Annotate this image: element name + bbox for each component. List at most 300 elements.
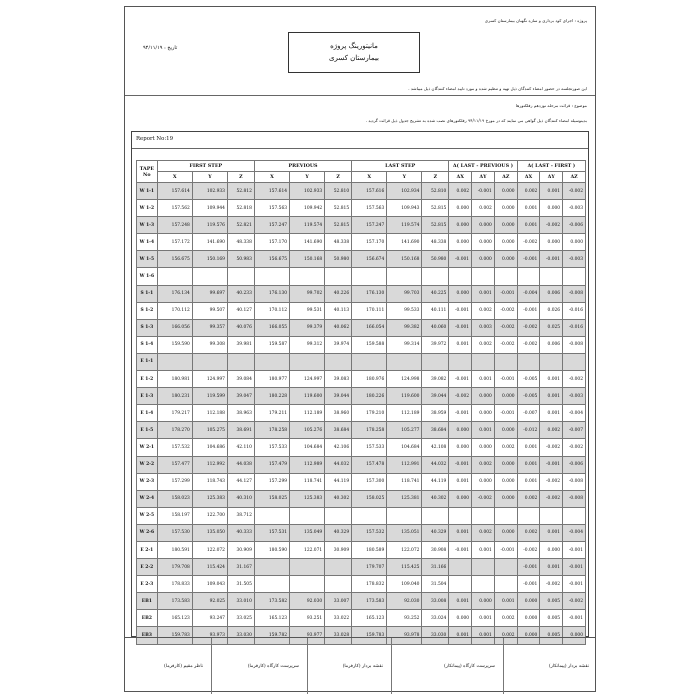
table-cell: 124.997 xyxy=(192,371,227,388)
signature-footer xyxy=(125,637,595,694)
table-cell: 39.084 xyxy=(227,371,254,388)
table-cell: 157.478 xyxy=(352,456,387,473)
table-cell: 104.684 xyxy=(290,439,325,456)
table-cell: 157.299 xyxy=(254,473,289,490)
table-cell xyxy=(290,507,325,524)
table-cell: 0.001 xyxy=(449,593,472,610)
table-cell: 40.310 xyxy=(227,490,254,507)
table-cell: 52.818 xyxy=(227,200,254,217)
table-cell xyxy=(290,268,325,285)
signature-label: ناظر مقیم (کارفرما) xyxy=(164,664,203,669)
table-cell: 180.589 xyxy=(352,541,387,558)
table-cell: 118.741 xyxy=(290,473,325,490)
table-cell: 33.007 xyxy=(325,593,352,610)
table-cell: 180.976 xyxy=(352,371,387,388)
table-cell: 40.111 xyxy=(422,302,449,319)
table-cell: -0.002 xyxy=(449,388,472,405)
table-cell: 157.477 xyxy=(157,456,192,473)
table-cell: 33.024 xyxy=(422,610,449,627)
table-cell: 179.707 xyxy=(352,559,387,576)
table-cell: 0.002 xyxy=(472,336,495,353)
table-cell: 0.003 xyxy=(472,319,495,336)
table-cell xyxy=(472,559,495,576)
table-cell xyxy=(387,268,422,285)
table-cell: 179.210 xyxy=(352,405,387,422)
table-cell: 30.908 xyxy=(422,541,449,558)
table-cell xyxy=(325,559,352,576)
table-cell: 0.000 xyxy=(494,456,517,473)
table-cell: 93.247 xyxy=(192,610,227,627)
table-row xyxy=(137,319,586,336)
project-line: پروژه : اجرای کود برداری و سازه نگهبان بیمارستان کسری xyxy=(484,18,587,23)
table-cell: 52.815 xyxy=(422,200,449,217)
table-cell: 170.112 xyxy=(157,302,192,319)
table-cell: -0.002 xyxy=(563,371,586,388)
table-cell xyxy=(387,353,422,370)
header-tape-label: TAPE xyxy=(139,165,154,172)
table-cell: 39.972 xyxy=(422,336,449,353)
table-cell: 124.998 xyxy=(387,371,422,388)
table-cell xyxy=(494,576,517,593)
table-cell: -0.001 xyxy=(494,371,517,388)
header-y: Y xyxy=(387,172,422,183)
table-cell: 44.032 xyxy=(422,456,449,473)
table-cell: 157.533 xyxy=(254,439,289,456)
table-cell: 180.977 xyxy=(254,371,289,388)
table-cell xyxy=(494,353,517,370)
table-row xyxy=(137,251,586,268)
table-cell: -0.002 xyxy=(472,490,495,507)
table-cell: 31.504 xyxy=(422,576,449,593)
table-cell: 44.127 xyxy=(227,473,254,490)
tape-label: S 1-4 xyxy=(137,336,158,353)
table-cell xyxy=(472,353,495,370)
table-cell: -0.004 xyxy=(517,285,540,302)
table-cell: 178.833 xyxy=(157,576,192,593)
table-row xyxy=(137,388,586,405)
table-cell: 157.562 xyxy=(157,200,192,217)
table-cell: 0.001 xyxy=(540,388,563,405)
table-cell: 0.000 xyxy=(472,217,495,234)
table-cell: 0.001 xyxy=(449,524,472,541)
table-cell: -0.001 xyxy=(494,405,517,422)
table-cell: 102.933 xyxy=(290,183,325,200)
table-cell: -0.001 xyxy=(494,541,517,558)
table-cell: 115.424 xyxy=(192,559,227,576)
table-cell xyxy=(254,559,289,576)
table-cell: 99.379 xyxy=(290,319,325,336)
table-cell: 0.000 xyxy=(494,524,517,541)
tape-label: EB2 xyxy=(137,610,158,627)
table-cell: 0.002 xyxy=(517,490,540,507)
table-cell: 141.690 xyxy=(387,234,422,251)
table-cell: -0.007 xyxy=(517,405,540,422)
header-x: X xyxy=(352,172,387,183)
table-cell xyxy=(449,559,472,576)
table-cell: 40.225 xyxy=(422,285,449,302)
table-row xyxy=(137,456,586,473)
table-cell xyxy=(540,353,563,370)
table-cell xyxy=(472,268,495,285)
table-cell: 159.590 xyxy=(157,336,192,353)
table-cell: 135.051 xyxy=(387,524,422,541)
table-cell xyxy=(449,353,472,370)
report-number: Report No:19 xyxy=(136,136,174,142)
table-cell: 33.025 xyxy=(227,610,254,627)
table-cell: 0.000 xyxy=(449,285,472,302)
table-cell: -0.002 xyxy=(563,439,586,456)
table-cell: 0.000 xyxy=(472,439,495,456)
table-cell: 109.043 xyxy=(192,576,227,593)
header-dy: ΔY xyxy=(472,172,495,183)
table-cell: -0.001 xyxy=(449,302,472,319)
table-cell: -0.001 xyxy=(517,576,540,593)
table-cell: 176.130 xyxy=(352,285,387,302)
table-cell: 118.743 xyxy=(192,473,227,490)
table-cell xyxy=(563,268,586,285)
table-cell: 0.000 xyxy=(517,627,540,644)
signature-cell xyxy=(391,638,503,694)
table-cell xyxy=(325,268,352,285)
table-cell: 0.026 xyxy=(540,302,563,319)
table-cell: 31.166 xyxy=(422,559,449,576)
table-cell: -0.001 xyxy=(494,285,517,302)
table-cell: 178.258 xyxy=(352,422,387,439)
header-diff-previous: Δ( LAST - PREVIOUS ) xyxy=(449,161,517,172)
table-cell: 48.338 xyxy=(422,234,449,251)
table-cell: 0.002 xyxy=(494,439,517,456)
table-cell xyxy=(449,576,472,593)
table-cell: 119.600 xyxy=(290,388,325,405)
table-cell: 180.231 xyxy=(157,388,192,405)
signature-cell xyxy=(307,638,391,694)
table-cell: 0.002 xyxy=(449,183,472,200)
table-cell xyxy=(157,268,192,285)
table-cell: -0.001 xyxy=(472,183,495,200)
table-cell: 157.530 xyxy=(157,524,192,541)
tape-label: W 1-3 xyxy=(137,217,158,234)
table-cell: 173.583 xyxy=(352,593,387,610)
table-cell: 173.582 xyxy=(254,593,289,610)
table-row xyxy=(137,576,586,593)
header-y: Y xyxy=(192,172,227,183)
signature-cell xyxy=(125,638,211,694)
table-cell: 52.821 xyxy=(227,217,254,234)
table-cell: 92.030 xyxy=(387,593,422,610)
table-cell: 99.697 xyxy=(192,285,227,302)
table-cell: 52.810 xyxy=(325,183,352,200)
table-row xyxy=(137,507,586,524)
table-cell: 0.001 xyxy=(472,610,495,627)
table-cell: 165.123 xyxy=(157,610,192,627)
table-cell: 0.006 xyxy=(540,285,563,302)
tape-label: W 2-2 xyxy=(137,456,158,473)
table-cell: 159.783 xyxy=(352,627,387,644)
tape-label: W 2-3 xyxy=(137,473,158,490)
table-cell: 0.002 xyxy=(517,183,540,200)
table-cell: 0.006 xyxy=(540,336,563,353)
table-cell: 0.001 xyxy=(517,456,540,473)
table-cell: 33.010 xyxy=(227,593,254,610)
table-cell: 0.000 xyxy=(449,200,472,217)
table-cell: 165.123 xyxy=(254,610,289,627)
table-cell: -0.012 xyxy=(517,422,540,439)
tape-label: E 2-2 xyxy=(137,559,158,576)
table-cell: 0.000 xyxy=(494,217,517,234)
table-cell: -0.005 xyxy=(517,371,540,388)
table-cell xyxy=(325,576,352,593)
tape-label: E 2-3 xyxy=(137,576,158,593)
signature-cell xyxy=(211,638,307,694)
table-row xyxy=(137,524,586,541)
table-cell: 173.583 xyxy=(157,593,192,610)
table-cell: 33.022 xyxy=(325,610,352,627)
table-cell: 31.505 xyxy=(227,576,254,593)
table-cell: -0.002 xyxy=(517,319,540,336)
table-cell: 0.025 xyxy=(540,319,563,336)
table-cell: 92.030 xyxy=(290,593,325,610)
table-cell: 40.062 xyxy=(325,319,352,336)
table-cell: 39.044 xyxy=(422,388,449,405)
table-row xyxy=(137,234,586,251)
table-cell: 0.000 xyxy=(449,490,472,507)
table-cell: 99.533 xyxy=(387,302,422,319)
table-row xyxy=(137,371,586,388)
table-cell: -0.003 xyxy=(563,388,586,405)
table-cell: 38.691 xyxy=(227,422,254,439)
table-cell: 112.189 xyxy=(290,405,325,422)
table-row xyxy=(137,353,586,370)
table-cell: 157.563 xyxy=(352,200,387,217)
table-cell: 0.000 xyxy=(472,388,495,405)
table-cell: -0.016 xyxy=(563,302,586,319)
table-cell: 157.299 xyxy=(157,473,192,490)
header-no-label: No xyxy=(143,171,151,178)
table-cell: 0.000 xyxy=(494,234,517,251)
table-cell: 48.338 xyxy=(227,234,254,251)
table-cell: 122.700 xyxy=(192,507,227,524)
table-row xyxy=(137,541,586,558)
table-row xyxy=(137,610,586,627)
table-cell: -0.002 xyxy=(494,302,517,319)
table-cell: 0.002 xyxy=(472,302,495,319)
tape-label: W 1-6 xyxy=(137,268,158,285)
table-cell: 0.000 xyxy=(494,422,517,439)
table-cell: -0.002 xyxy=(540,490,563,507)
table-cell: 33.008 xyxy=(422,593,449,610)
table-cell: 0.000 xyxy=(540,541,563,558)
table-cell: 0.001 xyxy=(517,200,540,217)
table-cell: 125.383 xyxy=(290,490,325,507)
table-cell: 178.258 xyxy=(254,422,289,439)
table-cell: 105.275 xyxy=(192,422,227,439)
table-cell: -0.001 xyxy=(449,371,472,388)
table-cell: 40.329 xyxy=(325,524,352,541)
header-first-step: FIRST STEP xyxy=(157,161,254,172)
table-cell: 40.333 xyxy=(227,524,254,541)
table-cell: -0.002 xyxy=(494,319,517,336)
table-cell: 119.574 xyxy=(387,217,422,234)
table-row xyxy=(137,473,586,490)
table-row xyxy=(137,593,586,610)
table-row xyxy=(137,183,586,200)
table-cell: 157.170 xyxy=(254,234,289,251)
table-cell: 39.044 xyxy=(325,388,352,405)
table-cell: 93.977 xyxy=(290,627,325,644)
table-cell xyxy=(192,353,227,370)
table-cell xyxy=(352,507,387,524)
tape-label: S 1-3 xyxy=(137,319,158,336)
tape-label: W 1-5 xyxy=(137,251,158,268)
table-cell: 112.189 xyxy=(387,405,422,422)
table-cell xyxy=(290,353,325,370)
table-cell: 112.992 xyxy=(192,456,227,473)
table-row xyxy=(137,559,586,576)
table-cell: 112.991 xyxy=(387,456,422,473)
table-cell: 179.217 xyxy=(157,405,192,422)
tape-label: W 2-1 xyxy=(137,439,158,456)
table-cell: 93.978 xyxy=(387,627,422,644)
table-cell: 104.684 xyxy=(387,439,422,456)
table-cell: 39.082 xyxy=(422,371,449,388)
date-line: تاریخ : ۹۴/۱۱/۱۹ xyxy=(143,45,178,51)
table-cell: 158.025 xyxy=(352,490,387,507)
table-cell xyxy=(227,268,254,285)
table-row xyxy=(137,268,586,285)
table-cell: 180.591 xyxy=(157,541,192,558)
table-cell: 122.071 xyxy=(290,541,325,558)
table-cell: -0.001 xyxy=(449,456,472,473)
table-cell: 0.000 xyxy=(472,251,495,268)
table-cell xyxy=(494,268,517,285)
table-cell xyxy=(254,353,289,370)
header-diff-first: Δ( LAST - FIRST ) xyxy=(517,161,585,172)
table-cell: 0.002 xyxy=(517,524,540,541)
table-cell: 42.106 xyxy=(325,439,352,456)
table-cell: 157.172 xyxy=(157,234,192,251)
table-cell: 99.507 xyxy=(192,302,227,319)
table-cell xyxy=(517,268,540,285)
table-cell: 124.997 xyxy=(290,371,325,388)
table-cell: 109.943 xyxy=(387,200,422,217)
table-cell: 141.690 xyxy=(192,234,227,251)
table-row xyxy=(137,200,586,217)
table-cell: 0.001 xyxy=(540,183,563,200)
table-cell: 44.119 xyxy=(325,473,352,490)
table-cell: -0.001 xyxy=(563,576,586,593)
table-cell: 180.981 xyxy=(157,371,192,388)
table-cell xyxy=(449,268,472,285)
table-cell: -0.002 xyxy=(494,336,517,353)
table-cell: 0.005 xyxy=(540,593,563,610)
table-cell: 176.134 xyxy=(157,285,192,302)
table-cell: 0.000 xyxy=(449,439,472,456)
table-cell: 0.000 xyxy=(494,200,517,217)
table-cell: 0.001 xyxy=(449,336,472,353)
table-cell: 0.001 xyxy=(517,439,540,456)
table-cell: 44.032 xyxy=(325,456,352,473)
table-cell: -0.005 xyxy=(517,388,540,405)
table-cell: 92.025 xyxy=(192,593,227,610)
table-cell: 109.040 xyxy=(387,576,422,593)
table-cell: 52.815 xyxy=(325,217,352,234)
table-cell: 0.001 xyxy=(472,422,495,439)
table-cell: 157.170 xyxy=(352,234,387,251)
table-cell: 0.000 xyxy=(449,610,472,627)
header-dx: ΔX xyxy=(449,172,472,183)
table-cell: 109.942 xyxy=(290,200,325,217)
table-cell: 159.588 xyxy=(352,336,387,353)
table-cell: 125.381 xyxy=(387,490,422,507)
table-cell: 119.600 xyxy=(387,388,422,405)
table-cell: 50.980 xyxy=(422,251,449,268)
table-cell: 157.563 xyxy=(254,200,289,217)
table-cell: -0.001 xyxy=(449,405,472,422)
table-cell: 0.000 xyxy=(472,234,495,251)
table-cell: 0.001 xyxy=(472,285,495,302)
header-x: X xyxy=(157,172,192,183)
table-cell xyxy=(494,507,517,524)
table-cell: 40.302 xyxy=(422,490,449,507)
table-row xyxy=(137,285,586,302)
table-cell: 112.188 xyxy=(192,405,227,422)
table-cell xyxy=(540,268,563,285)
table-cell: 0.001 xyxy=(540,524,563,541)
table-cell: 50.983 xyxy=(227,251,254,268)
table-cell: 31.167 xyxy=(227,559,254,576)
table-cell: 33.028 xyxy=(325,627,352,644)
note-text: بدینوسیله امضاء کنندگان ذیل گواهی می نمایند که در مورخ ۹۴/۱۱/۱۹ رفلکتورهای نصب شده به تشریح جدول ذیل قرائت گردید . xyxy=(365,118,587,123)
table-cell: 99.314 xyxy=(387,336,422,353)
table-cell: -0.002 xyxy=(563,593,586,610)
table-cell: 159.783 xyxy=(157,627,192,644)
table-cell: 157.248 xyxy=(157,217,192,234)
table-cell xyxy=(352,268,387,285)
table-cell: -0.001 xyxy=(563,541,586,558)
table-cell: -0.001 xyxy=(563,559,586,576)
table-cell: 44.119 xyxy=(422,473,449,490)
table-cell: 93.251 xyxy=(290,610,325,627)
table-cell xyxy=(254,576,289,593)
table-cell: 166.056 xyxy=(157,319,192,336)
table-cell xyxy=(563,353,586,370)
table-cell: 166.055 xyxy=(254,319,289,336)
table-cell: 0.005 xyxy=(540,610,563,627)
table-cell: 40.113 xyxy=(325,302,352,319)
table-cell: -0.004 xyxy=(563,524,586,541)
measurement-table xyxy=(136,160,586,645)
table-cell xyxy=(254,268,289,285)
table-cell: 157.479 xyxy=(254,456,289,473)
tape-label: E 1-4 xyxy=(137,405,158,422)
table-cell xyxy=(494,559,517,576)
table-cell: 102.934 xyxy=(387,183,422,200)
table-cell xyxy=(472,576,495,593)
table-cell: 0.002 xyxy=(472,524,495,541)
table-cell: -0.006 xyxy=(563,217,586,234)
table-cell: 99.357 xyxy=(192,319,227,336)
table-cell: -0.002 xyxy=(540,217,563,234)
tape-label: S 1-1 xyxy=(137,285,158,302)
table-cell: 158.025 xyxy=(254,490,289,507)
title-box xyxy=(288,32,420,73)
header-z: Z xyxy=(422,172,449,183)
table-cell xyxy=(325,507,352,524)
table-cell: 180.226 xyxy=(352,388,387,405)
table-cell: 0.002 xyxy=(494,610,517,627)
table-cell: 0.000 xyxy=(472,405,495,422)
table-cell: 0.000 xyxy=(449,422,472,439)
